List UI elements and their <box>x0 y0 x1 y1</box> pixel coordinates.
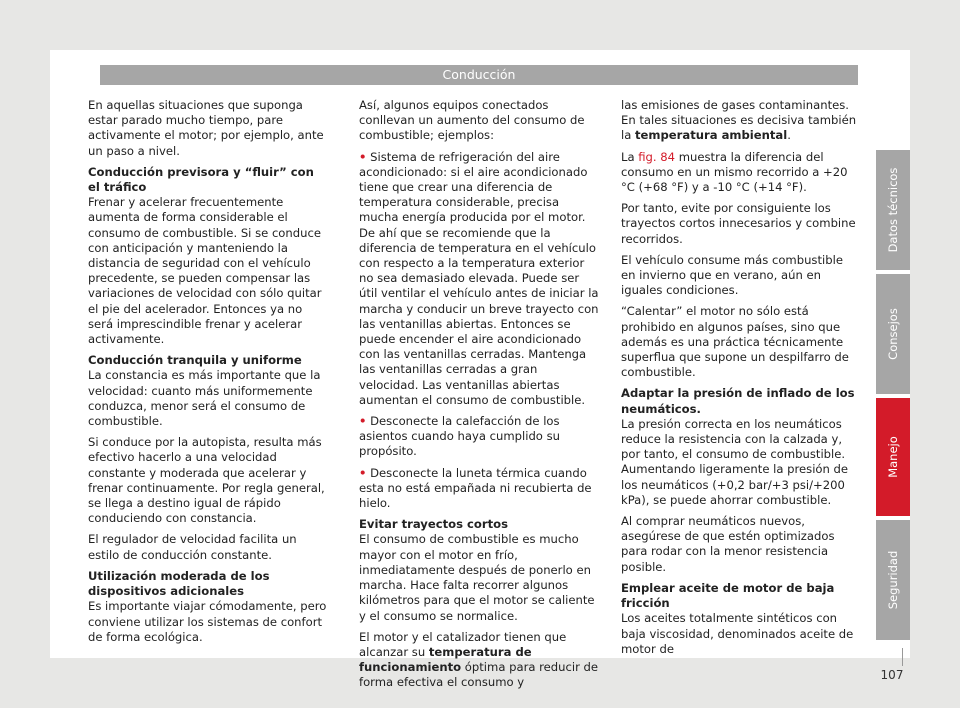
column-1 <box>88 98 328 651</box>
tab-label: Consejos <box>886 308 900 360</box>
tab-manejo[interactable] <box>876 398 910 516</box>
paragraph: La constancia es más importante que la velocidad: cuanto más uniformemente conduzca, menor será el consumo de combustible. <box>88 368 321 429</box>
paragraph: La fig. 84 muestra la diferencia del consumo en un mismo recorrido a +20 °C (+68 °F) y a -10 °C (+14 °F). <box>621 149 848 195</box>
subheading: Evitar trayectos cortos <box>359 517 508 532</box>
subheading: Adaptar la presión de inflado de los neumáticos. <box>621 386 855 416</box>
bullet-item <box>359 466 599 512</box>
section-title: Conducción <box>442 67 516 82</box>
subheading: Conducción tranquila y uniforme <box>88 353 302 368</box>
paragraph: Así, algunos equipos conectados conllevan un aumento del consumo de combustible; ejemplos: <box>359 98 585 143</box>
column-3 <box>621 98 861 663</box>
paragraph: Al comprar neumáticos nuevos, asegúrese de que estén optimizados para rodar con la menor resistencia posible. <box>621 514 835 574</box>
paragraph: La presión correcta en los neumáticos reduce la resistencia con la calzada y, por tanto, el consumo de combustible. Aumentando ligeramente la presión de los neumáticos (+0,2 bar/+3 psi/+200 kPa), se puede ahorrar combustible. <box>621 416 849 507</box>
paragraph: Si conduce por la autopista, resulta más efectivo hacerlo a una velocidad constante y moderada que acelerar y frenar continuamente. Por regla general, se llega a destino igual de rápido conduciendo con constancia. <box>88 435 325 526</box>
paragraph: Es importante viajar cómodamente, pero conviene utilizar los sistemas de confort de forma ecológica. <box>88 599 327 644</box>
subheading: Emplear aceite de motor de baja fricción <box>621 580 835 611</box>
tab-datos-tecnicos[interactable] <box>876 150 910 270</box>
paragraph: las emisiones de gases contaminantes. En tales situaciones es decisiva también la temperatura ambiental. <box>621 98 857 143</box>
paragraph: Frenar y acelerar frecuentemente aumenta de forma considerable el consumo de combustible. Si se conduce con anticipación y manteniendo la distancia de seguridad con el vehículo precedente, se pueden compensar las variaciones de velocidad con sólo quitar el pie del acelerador. Entonces ya no será imprescindible frenar y acelerar activamente. <box>88 195 322 347</box>
column-2 <box>359 98 599 697</box>
bold-term: temperatura ambiental <box>635 128 788 143</box>
paragraph: El regulador de velocidad facilita un estilo de conducción constante. <box>88 532 297 562</box>
subheading: Conducción previsora y “fluir” con el tráfico <box>88 164 314 195</box>
bullet-text: Desconecte la calefacción de los asientos cuando haya cumplido su propósito. <box>359 414 560 459</box>
subheading: Utilización moderada de los dispositivos adicionales <box>88 568 270 599</box>
bullet-text: Desconecte la luneta térmica cuando esta no está empañada ni recubierta de hielo. <box>359 465 592 511</box>
bold-term: temperatura de funcionamiento <box>359 644 532 675</box>
bullet-icon: • <box>359 149 367 164</box>
page-number-rule <box>902 648 903 666</box>
paragraph: “Calentar” el motor no sólo está prohibido en algunos países, sino que además es una práctica técnicamente superflua que supone un despilfarro de combustible. <box>621 304 849 380</box>
tab-label: Seguridad <box>886 550 900 610</box>
tab-label: Manejo <box>886 436 900 478</box>
bullet-item <box>359 414 599 460</box>
paragraph: En aquellas situaciones que suponga estar parado mucho tiempo, pare activamente el motor; por ejemplo, ante un paso a nivel. <box>88 98 324 158</box>
tab-label: Datos técnicos <box>886 167 900 253</box>
bullet-icon: • <box>359 465 367 480</box>
paragraph: Por tanto, evite por consiguiente los trayectos cortos innecesarios y combine recorridos. <box>621 201 856 246</box>
page-number: 107 <box>880 668 904 682</box>
bullet-item <box>359 150 599 408</box>
page <box>50 50 910 690</box>
tab-consejos[interactable] <box>876 274 910 394</box>
tab-seguridad[interactable] <box>876 520 910 640</box>
section-header <box>100 65 858 85</box>
paragraph: Los aceites totalmente sintéticos con baja viscosidad, denominados aceite de motor de <box>621 611 854 656</box>
bullet-icon: • <box>359 414 367 429</box>
bullet-text: Sistema de refrigeración del aire acondicionado: si el aire acondicionado tiene que crear una diferencia de temperatura considerable, precisa mucha energía producida por el motor. De ahí que se recomiende que la diferencia de temperatura en el vehículo con respecto a la temperatura exterior no sea demasiado elevada. Puede ser útil ventilar el vehículo antes de iniciar la marcha y conducir un breve trayecto con las ventanillas abiertas. Entonces se puede encender el aire acondicionado con las ventanillas cerradas. Mantenga las ventanillas cerradas a gran velocidad. Las ventanillas abiertas aumentan el consumo de combustible. <box>359 149 599 407</box>
paragraph: El motor y el catalizador tienen que alcanzar su temperatura de funcionamiento óptima para reducir de forma efectiva el consumo y <box>359 629 599 690</box>
paragraph: El consumo de combustible es mucho mayor con el motor en frío, inmediatamente después de ponerlo en marcha. Hace falta recorrer algunos kilómetros para que el motor se caliente y el consumo se normalice. <box>359 532 595 623</box>
figure-link[interactable]: fig. 84 <box>638 149 676 164</box>
paragraph: El vehículo consume más combustible en invierno que en verano, aún en iguales condiciones. <box>621 252 843 298</box>
